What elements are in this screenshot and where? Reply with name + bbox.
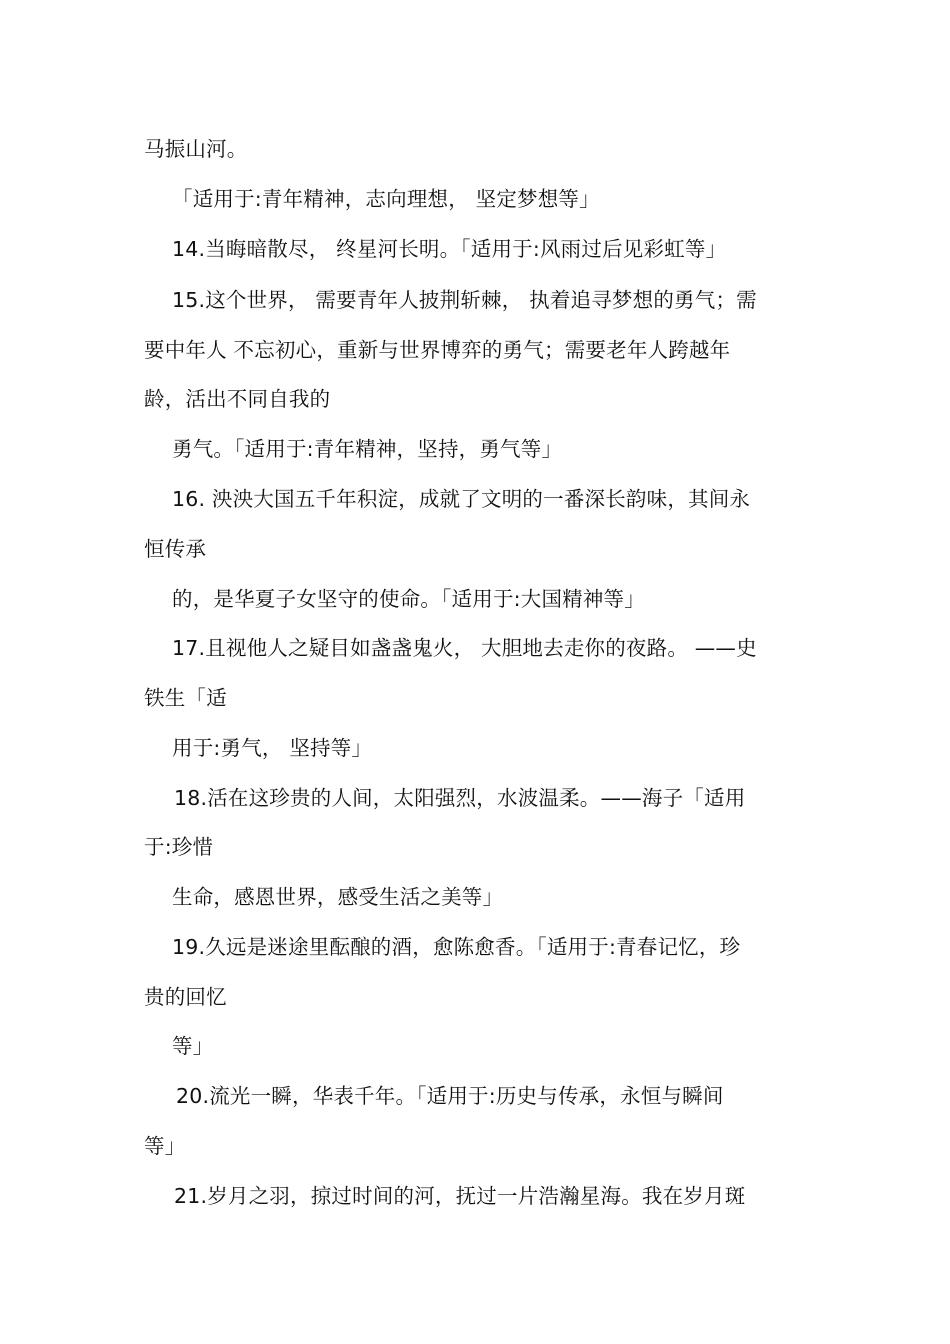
- text-line: 20.流光一瞬，华表千年。「适用于:历史与传承，永恒与瞬间: [176, 1084, 724, 1108]
- text-line: 要中年人 不忘初心，重新与世界博弈的勇气；需要老年人跨越年: [144, 338, 731, 362]
- text-line: 于:珍惜: [144, 835, 214, 859]
- text-line: 等」: [172, 1034, 214, 1058]
- text-line: 15.这个世界， 需要青年人披荆斩棘， 执着追寻梦想的勇气；需: [172, 288, 757, 312]
- text-line: 18.活在这珍贵的人间，太阳强烈，水波温柔。——海子「适用: [174, 786, 746, 810]
- text-line: 14.当晦暗散尽， 终星河长明。「适用于:风雨过后见彩虹等」: [172, 237, 727, 261]
- text-line: 生命，感恩世界，感受生活之美等」: [172, 885, 504, 909]
- text-line: 「适用于:青年精神，志向理想， 坚定梦想等」: [172, 187, 600, 211]
- text-line: 等」: [144, 1134, 186, 1158]
- text-line: 贵的回忆: [144, 985, 227, 1009]
- text-line: 19.久远是迷途里酝酿的酒，愈陈愈香。「适用于:青春记忆，珍: [172, 935, 741, 959]
- text-line: 勇气。「适用于:青年精神，坚持，勇气等」: [172, 437, 563, 461]
- text-line: 用于:勇气， 坚持等」: [172, 736, 373, 760]
- text-line: 龄，活出不同自我的: [144, 387, 331, 411]
- text-line: 恒传承: [144, 537, 207, 561]
- text-line: 的，是华夏子女坚守的使命。「适用于:大国精神等」: [172, 587, 645, 611]
- text-line: 马振山河。: [144, 137, 248, 161]
- text-line: 16. 泱泱大国五千年积淀，成就了文明的一番深长韵味，其间永: [172, 487, 751, 511]
- text-line: 铁生「适: [144, 686, 227, 710]
- text-line: 17.且视他人之疑目如盏盏鬼火， 大胆地去走你的夜路。 ——史: [172, 636, 757, 660]
- text-line: 21.岁月之羽，掠过时间的河，抚过一片浩瀚星海。我在岁月斑: [174, 1184, 746, 1208]
